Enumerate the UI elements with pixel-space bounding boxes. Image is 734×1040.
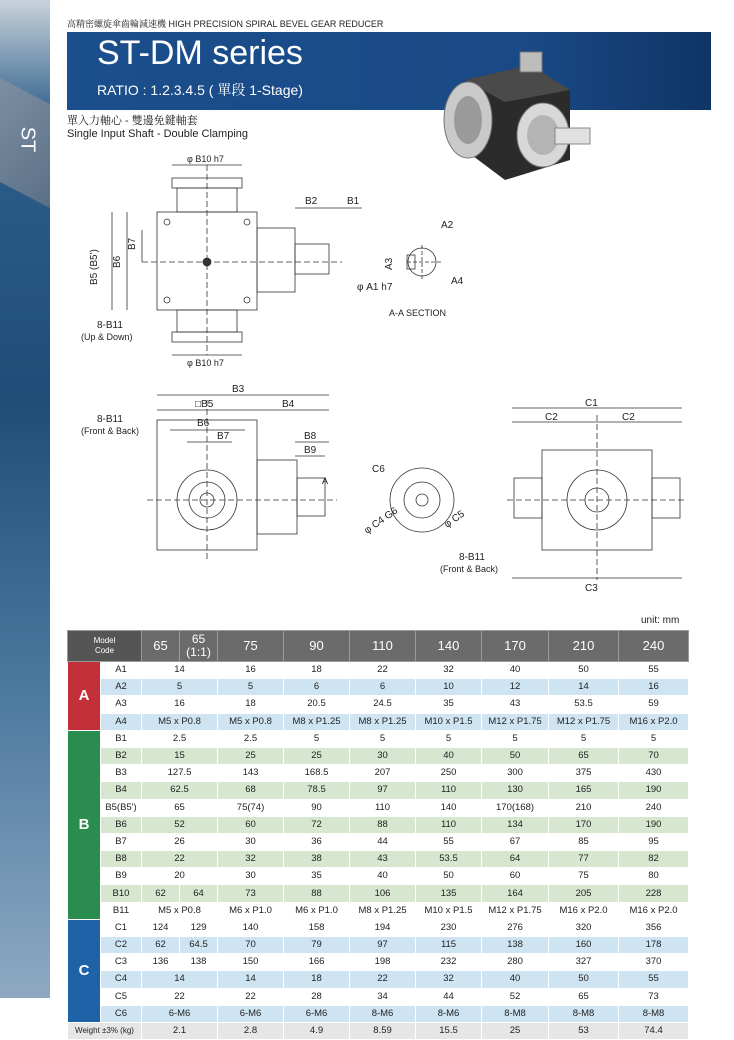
table-cell: 140	[218, 919, 284, 936]
row-code: B6	[101, 816, 142, 833]
table-cell: M8 x P1.25	[284, 713, 350, 730]
label-phi-b10-top: φ B10 h7	[187, 154, 224, 164]
row-code: B10	[101, 885, 142, 902]
row-code: A4	[101, 713, 142, 730]
row-code: B7	[101, 833, 142, 850]
model-header: 110	[350, 631, 416, 662]
table-cell: M12 x P1.75	[482, 902, 549, 919]
table-row	[68, 679, 689, 696]
front-view	[147, 395, 337, 560]
label-b6: B6	[197, 418, 210, 429]
table-cell: 14	[142, 662, 218, 679]
table-cell: 430	[619, 765, 689, 782]
table-cell: 14	[218, 971, 284, 988]
label-b2: B2	[305, 196, 318, 207]
table-cell: 62	[142, 937, 180, 954]
row-code: B2	[101, 747, 142, 764]
label-b11-fb-note: (Front & Back)	[81, 426, 140, 436]
table-row	[68, 851, 689, 868]
table-cell: 55	[619, 662, 689, 679]
table-cell: 52	[482, 988, 549, 1005]
table-cell: 143	[218, 765, 284, 782]
table-cell: 18	[284, 662, 350, 679]
model-header: 90	[284, 631, 350, 662]
top-view	[112, 165, 362, 355]
table-cell: 75	[549, 868, 619, 885]
table-cell: 38	[284, 851, 350, 868]
table-cell: 20	[142, 868, 218, 885]
table-cell: 75(74)	[218, 799, 284, 816]
table-cell: 5	[218, 679, 284, 696]
label-c2-left: C2	[545, 412, 558, 423]
row-code: B8	[101, 851, 142, 868]
weight-label: Weight ±3% (kg)	[68, 1022, 142, 1039]
label-c3: C3	[585, 583, 598, 594]
label-a4: A4	[451, 276, 464, 287]
table-cell: 59	[619, 696, 689, 713]
table-row	[68, 937, 689, 954]
table-cell: 53	[549, 1022, 619, 1039]
table-cell: 140	[416, 799, 482, 816]
row-code: A2	[101, 679, 142, 696]
model-header: 140	[416, 631, 482, 662]
table-cell: 228	[619, 885, 689, 902]
table-cell: 40	[482, 971, 549, 988]
table-cell: 134	[482, 816, 549, 833]
table-cell: 50	[416, 868, 482, 885]
table-cell: 6-M6	[142, 1005, 218, 1022]
table-cell: 20.5	[284, 696, 350, 713]
table-cell: 158	[284, 919, 350, 936]
table-cell: 53.5	[416, 851, 482, 868]
a-a-section	[407, 245, 442, 280]
label-a3: A3	[384, 257, 395, 270]
table-row	[68, 902, 689, 919]
label-b7-vertical: B7	[127, 237, 138, 250]
table-cell: 198	[350, 954, 416, 971]
table-cell: 78.5	[284, 782, 350, 799]
table-cell: 2.5	[142, 730, 218, 747]
row-code: C2	[101, 937, 142, 954]
table-row	[68, 816, 689, 833]
table-cell: 97	[350, 782, 416, 799]
subtitle-en: Single Input Shaft - Double Clamping	[67, 128, 248, 140]
table-cell: 160	[549, 937, 619, 954]
table-cell: 85	[549, 833, 619, 850]
table-cell: 5	[142, 679, 218, 696]
table-cell: 15.5	[416, 1022, 482, 1039]
label-b11-updown: 8-B11	[97, 320, 123, 331]
table-cell: 205	[549, 885, 619, 902]
table-cell: 5	[482, 730, 549, 747]
table-cell: 44	[416, 988, 482, 1005]
table-cell: 2.1	[142, 1022, 218, 1039]
label-a2: A2	[441, 220, 454, 231]
table-cell: 25	[218, 747, 284, 764]
label-c5: φ C5	[442, 508, 467, 531]
table-cell: 178	[619, 937, 689, 954]
table-row	[68, 799, 689, 816]
table-cell: 194	[350, 919, 416, 936]
label-c4: φ C4 G6	[362, 505, 400, 537]
label-b11-updown-note: (Up & Down)	[81, 332, 133, 342]
table-cell: 88	[350, 816, 416, 833]
label-b11-fb2: 8-B11	[459, 552, 485, 563]
group-label: C	[68, 919, 101, 1022]
label-b5-vertical: B5 (B5')	[89, 249, 100, 285]
table-cell: 8-M6	[350, 1005, 416, 1022]
table-row	[68, 833, 689, 850]
table-cell: 2.8	[218, 1022, 284, 1039]
table-cell: 12	[482, 679, 549, 696]
table-cell: 164	[482, 885, 549, 902]
table-cell: 276	[482, 919, 549, 936]
table-row	[68, 868, 689, 885]
table-cell: 73	[218, 885, 284, 902]
table-cell: 88	[284, 885, 350, 902]
table-cell: 64	[482, 851, 549, 868]
table-row	[68, 782, 689, 799]
table-cell: 124	[142, 919, 180, 936]
table-cell: M10 x P1.5	[416, 713, 482, 730]
table-cell: 40	[416, 747, 482, 764]
table-cell: 65	[142, 799, 218, 816]
label-section: A-A SECTION	[389, 308, 447, 318]
table-cell: 40	[482, 662, 549, 679]
table-cell: 150	[218, 954, 284, 971]
table-cell: 356	[619, 919, 689, 936]
technical-drawing	[67, 150, 717, 610]
table-cell: M16 x P2.0	[619, 902, 689, 919]
table-cell: 26	[142, 833, 218, 850]
table-cell: 240	[619, 799, 689, 816]
table-cell: 8-M8	[482, 1005, 549, 1022]
table-cell: 22	[350, 971, 416, 988]
table-cell: 207	[350, 765, 416, 782]
row-code: A1	[101, 662, 142, 679]
table-cell: 65	[549, 747, 619, 764]
table-cell: 50	[482, 747, 549, 764]
table-cell: M8 x P1.25	[350, 713, 416, 730]
table-row	[68, 919, 689, 936]
table-row	[68, 730, 689, 747]
table-cell: 32	[416, 662, 482, 679]
table-cell: M5 x P0.8	[142, 902, 218, 919]
table-cell: 16	[142, 696, 218, 713]
table-cell: M16 x P2.0	[619, 713, 689, 730]
table-cell: 70	[218, 937, 284, 954]
table-row	[68, 885, 689, 902]
table-cell: 170	[549, 816, 619, 833]
model-header: 65	[142, 631, 180, 662]
table-cell: 16	[619, 679, 689, 696]
table-cell: 55	[619, 971, 689, 988]
table-cell: 30	[218, 868, 284, 885]
table-cell: 320	[549, 919, 619, 936]
label-b1: B1	[347, 196, 360, 207]
table-cell: 127.5	[142, 765, 218, 782]
table-row	[68, 954, 689, 971]
label-b8: B8	[304, 431, 317, 442]
table-cell: 4.9	[284, 1022, 350, 1039]
label-c1: C1	[585, 398, 598, 409]
row-code: B5(B5')	[101, 799, 142, 816]
row-code: C6	[101, 1005, 142, 1022]
table-row	[68, 765, 689, 782]
group-label: B	[68, 730, 101, 919]
table-cell: 64.5	[180, 937, 218, 954]
table-cell: M8 x P1.25	[350, 902, 416, 919]
label-b3: B3	[232, 384, 245, 395]
table-cell: 50	[549, 971, 619, 988]
table-cell: 53.5	[549, 696, 619, 713]
table-cell: 14	[549, 679, 619, 696]
table-cell: 74.4	[619, 1022, 689, 1039]
table-cell: 8-M8	[619, 1005, 689, 1022]
table-cell: M10 x P1.5	[416, 902, 482, 919]
table-cell: 165	[549, 782, 619, 799]
table-cell: 135	[416, 885, 482, 902]
table-cell: 232	[416, 954, 482, 971]
table-cell: 129	[180, 919, 218, 936]
table-header-row	[68, 631, 689, 662]
table-cell: 130	[482, 782, 549, 799]
table-cell: 97	[350, 937, 416, 954]
table-cell: 16	[218, 662, 284, 679]
table-cell: 65	[549, 988, 619, 1005]
page-title: ST-DM series	[97, 34, 303, 72]
table-cell: 40	[350, 868, 416, 885]
table-cell: 115	[416, 937, 482, 954]
table-cell: 8.59	[350, 1022, 416, 1039]
table-cell: 32	[218, 851, 284, 868]
table-cell: 43	[482, 696, 549, 713]
table-cell: 80	[619, 868, 689, 885]
table-cell: 166	[284, 954, 350, 971]
table-cell: 67	[482, 833, 549, 850]
row-code: C1	[101, 919, 142, 936]
table-cell: 60	[218, 816, 284, 833]
table-cell: 25	[482, 1022, 549, 1039]
table-cell: 64	[180, 885, 218, 902]
table-cell: 18	[284, 971, 350, 988]
table-cell: 77	[549, 851, 619, 868]
label-b4: B4	[282, 399, 295, 410]
table-cell: 6-M6	[218, 1005, 284, 1022]
table-cell: 36	[284, 833, 350, 850]
unit-label: unit: mm	[641, 615, 680, 626]
table-cell: M6 x P1.0	[284, 902, 350, 919]
table-cell: 30	[350, 747, 416, 764]
table-cell: 300	[482, 765, 549, 782]
table-cell: 2.5	[218, 730, 284, 747]
row-code: C5	[101, 988, 142, 1005]
table-cell: 22	[142, 851, 218, 868]
row-code: A3	[101, 696, 142, 713]
table-cell: 370	[619, 954, 689, 971]
table-cell: 24.5	[350, 696, 416, 713]
table-cell: 6	[284, 679, 350, 696]
table-cell: 62.5	[142, 782, 218, 799]
table-cell: 8-M8	[549, 1005, 619, 1022]
table-cell: 375	[549, 765, 619, 782]
label-phi-b10-bottom: φ B10 h7	[187, 358, 224, 368]
table-cell: 60	[482, 868, 549, 885]
label-b9: B9	[304, 445, 317, 456]
table-row	[68, 1005, 689, 1022]
table-cell: 22	[218, 988, 284, 1005]
table-cell: 110	[416, 816, 482, 833]
table-cell: 62	[142, 885, 180, 902]
table-cell: 250	[416, 765, 482, 782]
table-cell: 5	[416, 730, 482, 747]
ratio-text: RATIO : 1.2.3.4.5 ( 單段 1-Stage)	[97, 82, 303, 98]
table-cell: 34	[350, 988, 416, 1005]
table-cell: 25	[284, 747, 350, 764]
table-cell: 6-M6	[284, 1005, 350, 1022]
table-cell: 55	[416, 833, 482, 850]
table-cell: 35	[416, 696, 482, 713]
table-cell: 170(168)	[482, 799, 549, 816]
table-cell: 22	[142, 988, 218, 1005]
row-code: B11	[101, 902, 142, 919]
table-cell: M12 x P1.75	[482, 713, 549, 730]
group-label: A	[68, 662, 101, 731]
table-cell: 52	[142, 816, 218, 833]
table-cell: 210	[549, 799, 619, 816]
table-cell: 106	[350, 885, 416, 902]
table-cell: 6	[350, 679, 416, 696]
label-b6-vertical: B6	[112, 255, 123, 268]
label-c2-right: C2	[622, 412, 635, 423]
table-row	[68, 988, 689, 1005]
table-cell: 28	[284, 988, 350, 1005]
table-cell: 8-M6	[416, 1005, 482, 1022]
table-cell: 136	[142, 954, 180, 971]
table-cell: 5	[619, 730, 689, 747]
table-cell: 50	[549, 662, 619, 679]
table-cell: 68	[218, 782, 284, 799]
table-cell: 190	[619, 782, 689, 799]
table-cell: 18	[218, 696, 284, 713]
table-cell: 190	[619, 816, 689, 833]
table-cell: 230	[416, 919, 482, 936]
table-cell: 168.5	[284, 765, 350, 782]
table-cell: 5	[284, 730, 350, 747]
table-cell: 138	[180, 954, 218, 971]
table-cell: 22	[350, 662, 416, 679]
label-b5-box: □B5	[195, 399, 214, 410]
table-cell: M5 x P0.8	[142, 713, 218, 730]
table-cell: 95	[619, 833, 689, 850]
side-label: ST	[16, 126, 39, 153]
table-cell: 32	[416, 971, 482, 988]
table-row	[68, 747, 689, 764]
label-b11-fb2-note: (Front & Back)	[440, 564, 499, 574]
table-cell: 72	[284, 816, 350, 833]
table-cell: 280	[482, 954, 549, 971]
table-cell: 327	[549, 954, 619, 971]
row-code: B9	[101, 868, 142, 885]
table-cell: 5	[350, 730, 416, 747]
table-cell: 5	[549, 730, 619, 747]
model-header: 240	[619, 631, 689, 662]
table-cell: 15	[142, 747, 218, 764]
row-code: B3	[101, 765, 142, 782]
model-header: 75	[218, 631, 284, 662]
label-b7: B7	[217, 431, 230, 442]
table-cell: M12 x P1.75	[549, 713, 619, 730]
model-header: 210	[549, 631, 619, 662]
table-cell: M16 x P2.0	[549, 902, 619, 919]
table-cell: 79	[284, 937, 350, 954]
table-cell: 73	[619, 988, 689, 1005]
model-header: 65 (1:1)	[180, 631, 218, 662]
table-cell: 110	[350, 799, 416, 816]
label-c6: C6	[372, 464, 385, 475]
label-a-mark: A	[322, 476, 329, 486]
table-row	[68, 662, 689, 679]
weight-row	[68, 1022, 689, 1039]
table-cell: 35	[284, 868, 350, 885]
model-code-header: Model Code	[68, 631, 142, 662]
row-code: C3	[101, 954, 142, 971]
label-b11-fb: 8-B11	[97, 414, 123, 425]
table-cell: M6 x P1.0	[218, 902, 284, 919]
row-code: B4	[101, 782, 142, 799]
row-code: C4	[101, 971, 142, 988]
table-cell: 138	[482, 937, 549, 954]
table-cell: M5 x P0.8	[218, 713, 284, 730]
table-cell: 110	[416, 782, 482, 799]
label-a1: φ A1 h7	[357, 282, 393, 293]
table-cell: 30	[218, 833, 284, 850]
table-cell: 82	[619, 851, 689, 868]
table-cell: 70	[619, 747, 689, 764]
table-row	[68, 971, 689, 988]
table-row	[68, 696, 689, 713]
spec-table	[67, 630, 689, 1040]
table-cell: 44	[350, 833, 416, 850]
table-cell: 90	[284, 799, 350, 816]
top-line: 高精密螺旋傘齒輪減速機 HIGH PRECISION SPIRAL BEVEL GEAR REDUCER	[67, 19, 384, 29]
model-header: 170	[482, 631, 549, 662]
table-cell: 14	[142, 971, 218, 988]
side-view	[507, 408, 687, 580]
table-cell: 43	[350, 851, 416, 868]
row-code: B1	[101, 730, 142, 747]
table-row	[68, 713, 689, 730]
subtitle-cn: 單入力軸心 - 雙邊免鍵軸套	[67, 115, 198, 127]
table-cell: 10	[416, 679, 482, 696]
